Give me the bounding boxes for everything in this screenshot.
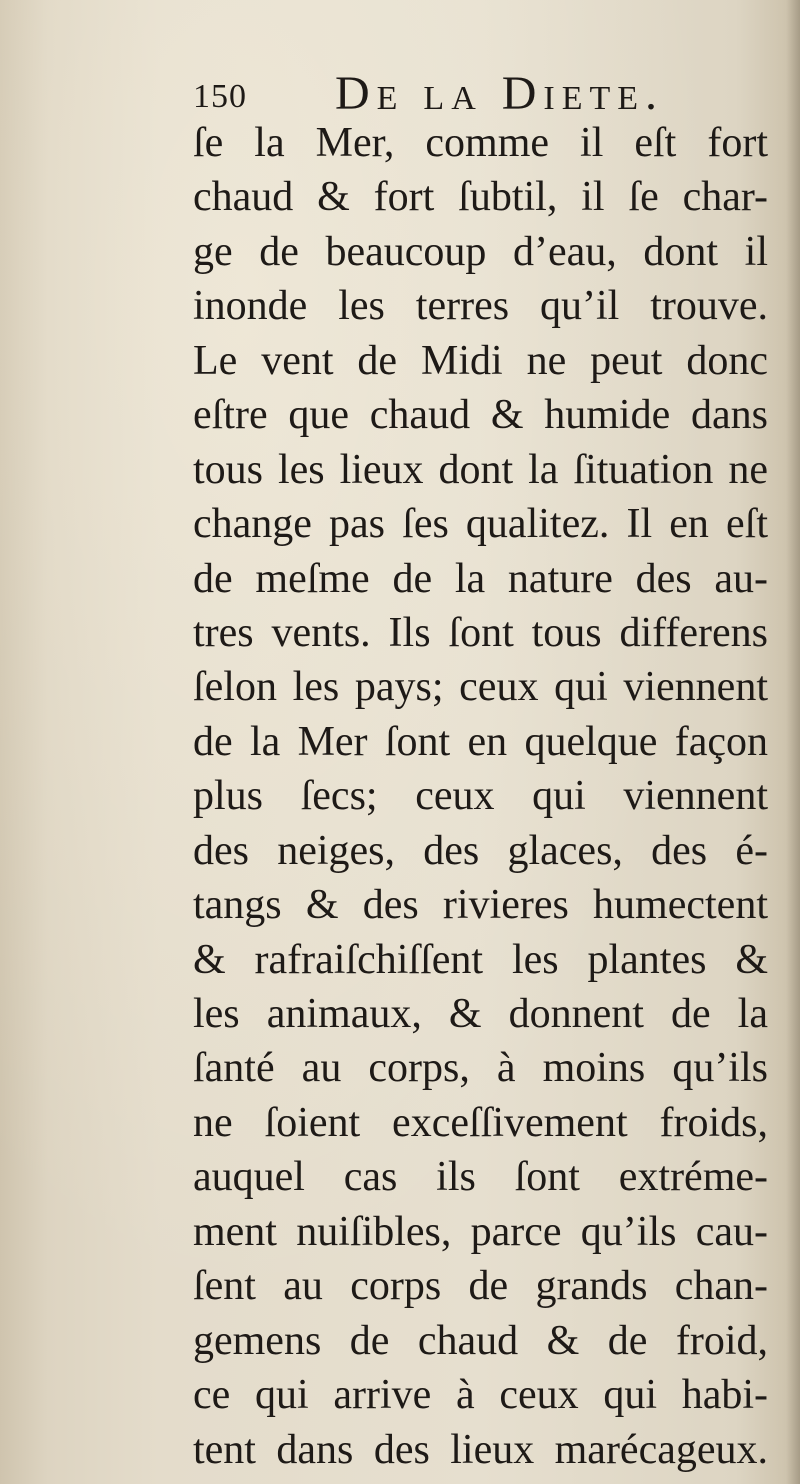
text-line: ſelon les pays; ceux qui viennent: [193, 664, 768, 711]
text-line: ſe la Mer, comme il eſt fort: [193, 120, 768, 166]
text-line: & rafraiſchiſſent les plantes &: [193, 936, 768, 983]
text-line: change pas ſes qualitez. Il en eſt: [193, 501, 768, 548]
text-line: plus ſecs; ceux qui viennent: [193, 773, 768, 820]
text-line: ne ſoient exceſſivement froids,: [193, 1099, 768, 1146]
text-line: gemens de chaud & de froid,: [193, 1317, 768, 1364]
text-line: les animaux, & donnent de la: [193, 991, 768, 1037]
page-number: 150: [193, 78, 247, 115]
text-line: de meſme de la nature des au-: [193, 555, 768, 602]
text-line: ge de beaucoup d’eau, dont il: [193, 228, 768, 275]
text-line: de la Mer ſont en quelque façon: [193, 718, 768, 765]
page-edge-shadow: [786, 0, 800, 1484]
text-line: ſanté au corps, à moins qu’ils: [193, 1045, 768, 1092]
text-line: ſent au corps de grands chan-: [193, 1263, 768, 1310]
text-line: inonde les terres qu’il trouve.: [193, 283, 768, 330]
body-text: [193, 116, 768, 1477]
text-line: tous les lieux dont la ſituation ne: [193, 446, 768, 493]
running-title: De la Diete.: [335, 67, 665, 120]
text-line: ce qui arrive à ceux qui habi-: [193, 1372, 768, 1419]
text-line: tangs & des rivieres humectent: [193, 882, 768, 929]
text-line: eſtre que chaud & humide dans: [193, 392, 768, 439]
text-line: ment nuiſibles, parce qu’ils cau-: [193, 1208, 768, 1255]
text-line: tres vents. Ils ſont tous differens: [193, 609, 768, 656]
text-line: chaud & fort ſubtil, il ſe char-: [193, 174, 768, 221]
text-line: tent dans des lieux marécageux.: [193, 1426, 768, 1473]
text-line: des neiges, des glaces, des é-: [193, 827, 768, 874]
text-line: auquel cas ils ſont extréme-: [193, 1154, 768, 1201]
running-header: [193, 62, 773, 124]
text-line: Le vent de Midi ne peut donc: [193, 337, 768, 384]
